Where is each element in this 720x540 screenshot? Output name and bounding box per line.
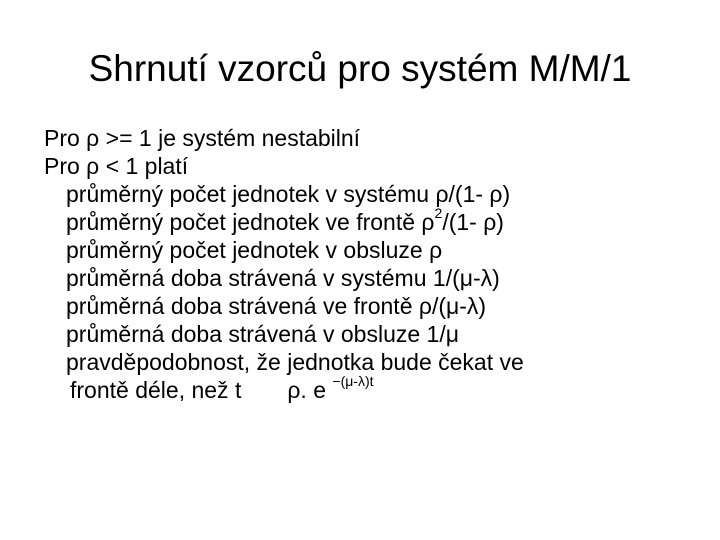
line-probability-wait-cont [44, 373, 704, 404]
line-avg-time-service: průměrná doba strávená v obsluze 1/μ [66, 321, 459, 347]
line-avg-units-queue-tail: /(1- ρ) [442, 209, 504, 235]
slide-title: Shrnutí vzorců pro systém M/M/1 [88, 48, 632, 89]
slide-content [44, 124, 704, 404]
superscript-2: 2 [434, 205, 443, 221]
line-avg-units-service: průměrný počet jednotek v obsluze ρ [66, 237, 443, 263]
line-avg-time-system: průměrná doba strávená v systému 1/(μ-λ) [66, 265, 500, 291]
line-avg-units-queue [44, 205, 704, 236]
line-probability-wait: pravděpodobnost, že jednotka bude čekat ve [66, 349, 524, 375]
line-avg-units-queue-text: průměrný počet jednotek ve frontě ρ [66, 209, 435, 235]
line-avg-units-system: průměrný počet jednotek v systému ρ/(1- ρ) [66, 181, 511, 207]
line-probability-wait-text: frontě déle, než t [70, 377, 242, 403]
line-avg-time-queue: průměrná doba strávená ve frontě ρ/(μ-λ) [66, 293, 487, 319]
superscript-exponent: −(μ-λ)t [332, 373, 374, 389]
line-stable-condition: Pro ρ < 1 platí [44, 153, 189, 179]
line-unstable: Pro ρ >= 1 je systém nestabilní [44, 125, 361, 151]
line-probability-formula: ρ. e [287, 377, 326, 403]
